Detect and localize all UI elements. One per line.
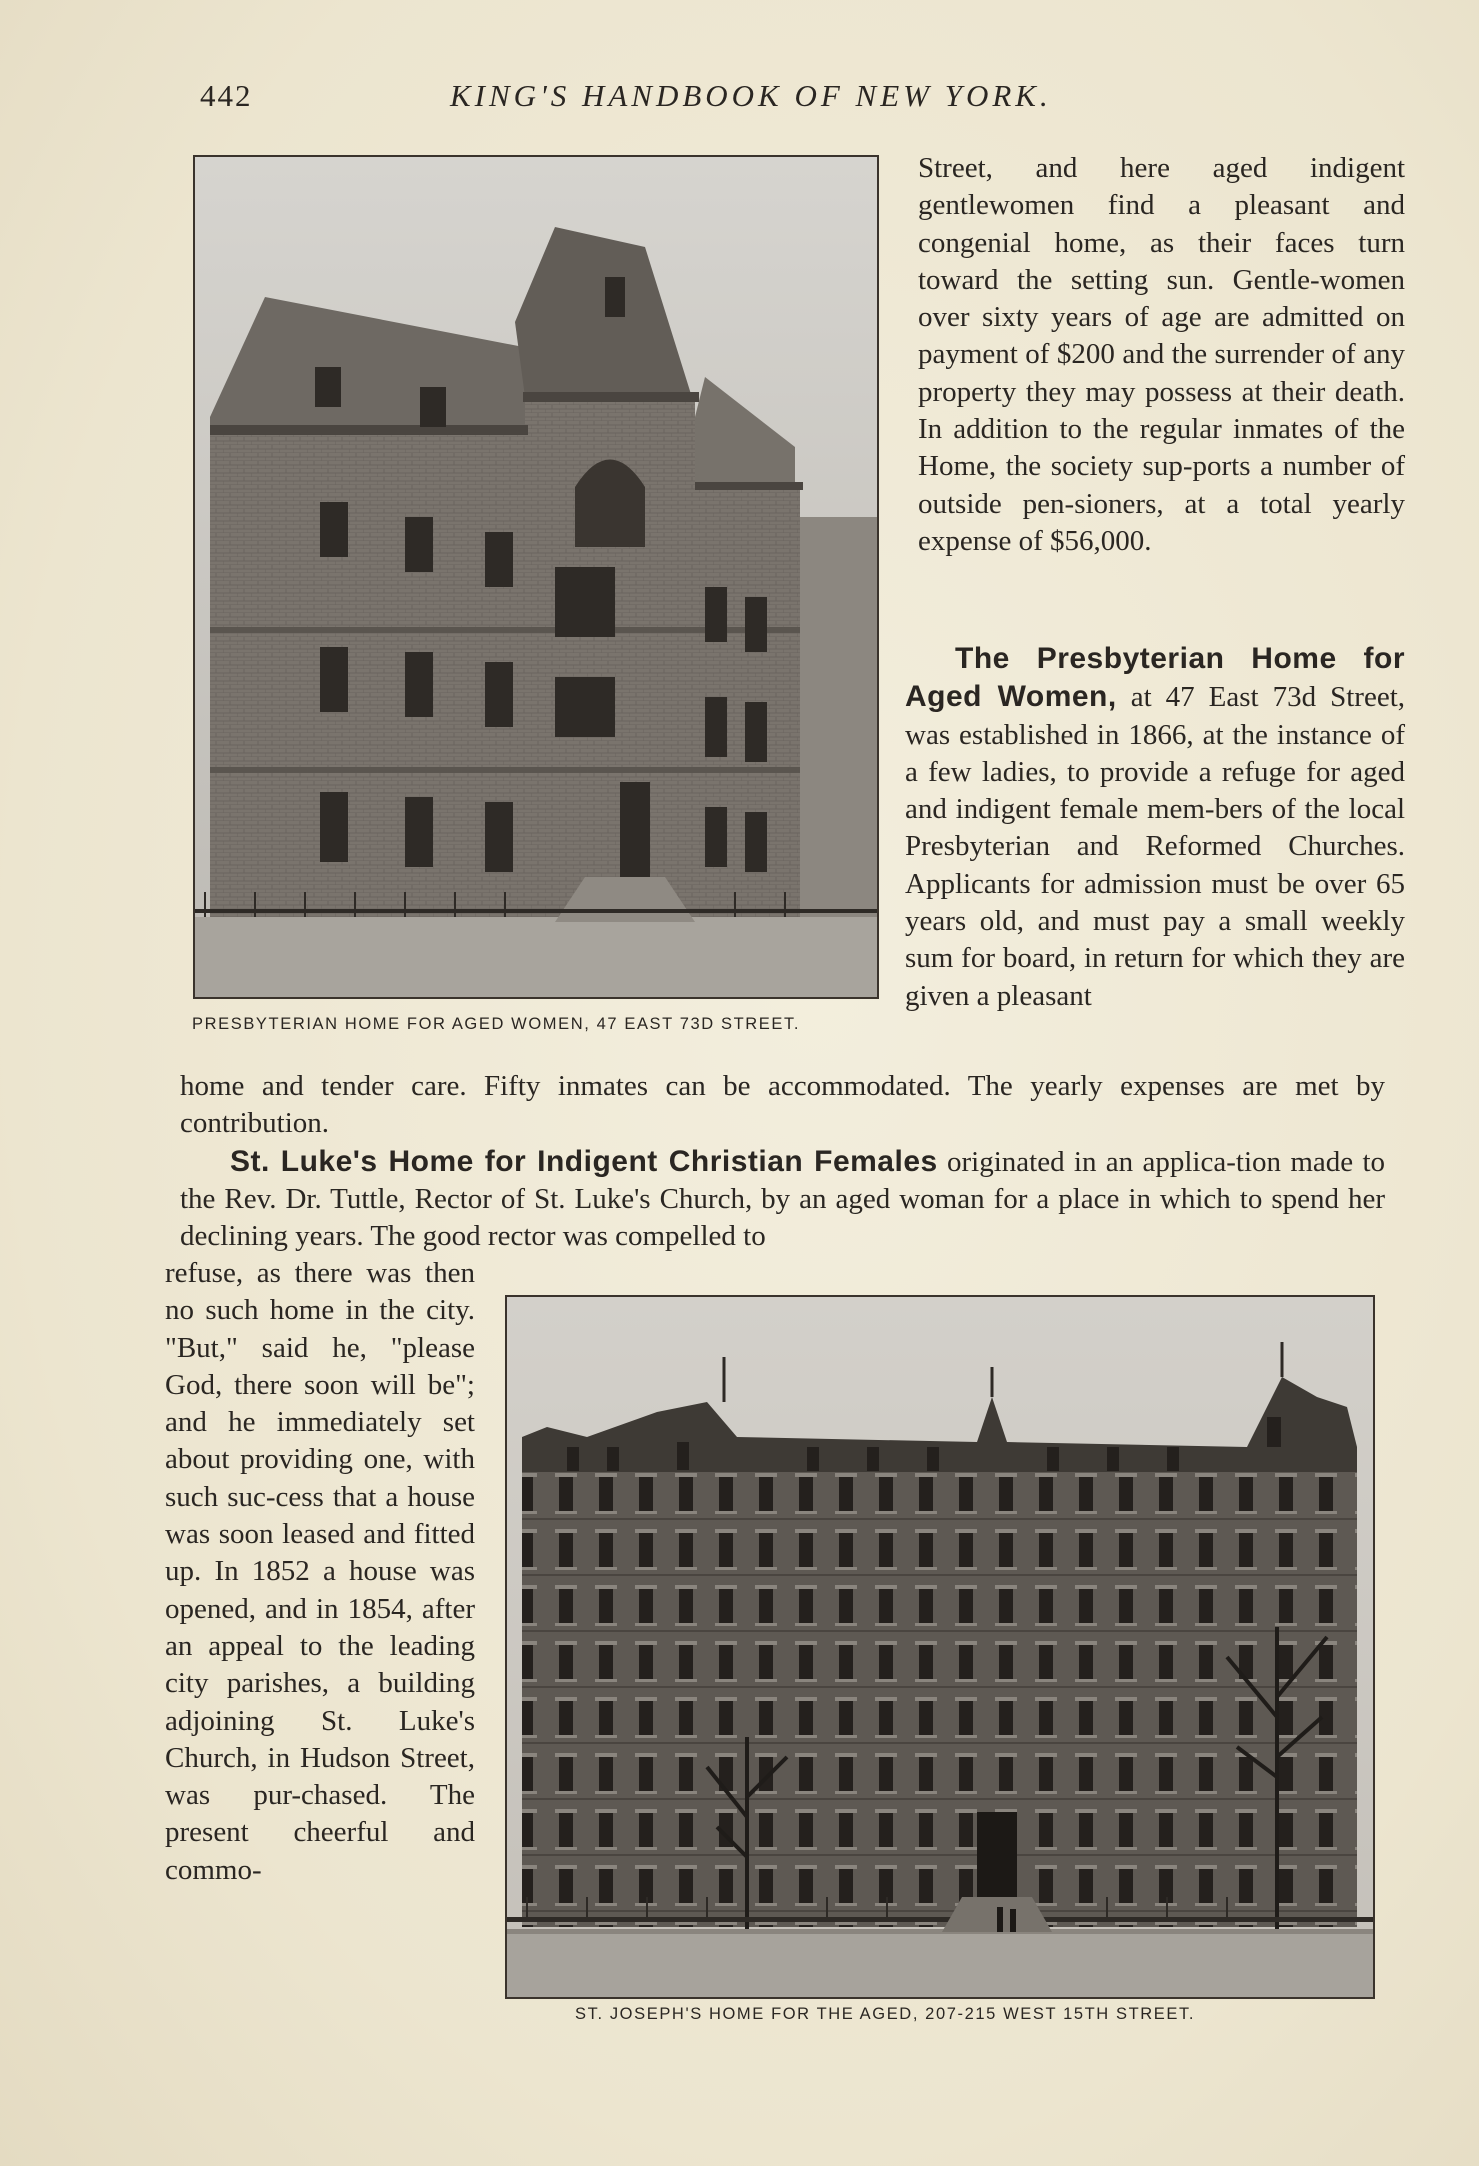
presbyterian-section <box>905 640 1405 1015</box>
running-title: KING'S HANDBOOK OF NEW YORK. <box>450 78 1052 113</box>
paragraph-presbyterian: The Presbyterian Home for Aged Women, at 47 East 73d Street, was established in 1866, at the instance of a few ladies, to provide a refuge for aged and indigent female mem-bers of the local Presbyterian and Reformed Churches. Applicants for admission must be over 65 years old, and must pay a small weekly sum for board, in return for which they are given a pleasant <box>905 642 1405 1012</box>
paragraph-presbyterian-end: home and tender care. Fifty inmates can be accommodated. The yearly expenses are met by contribution. <box>180 1070 1385 1140</box>
presbyterian-home-photo <box>193 155 879 999</box>
st-josephs-home-photo <box>505 1295 1375 1999</box>
st-lukes-heading: St. Luke's Home for Indigent Christian Females <box>230 1144 938 1178</box>
paragraph-st-lukes-cont: refuse, as there was then no such home in the city. "But," said he, "please God, there soon will be"; and he immediately set about providing one, with such suc-cess that a house was soon leased and fitted up. In 1852 a house was opened, and in 1854, after an appeal to the leading city parishes, a building adjoining St. Luke's Church, in Hudson Street, was pur-chased. The present cheerful and commo- <box>165 1257 475 1886</box>
presbyterian-heading: The Presbyterian Home for Aged Women, <box>905 642 1405 714</box>
st-josephs-home-caption: ST. JOSEPH'S HOME FOR THE AGED, 207-215 WEST 15TH STREET. <box>575 2005 1196 2023</box>
full-width-block <box>180 1068 1385 1255</box>
intro-continuation <box>918 150 1405 560</box>
paragraph-st-lukes: St. Luke's Home for Indigent Christian Females originated in an applica-tion made to the Rev. Dr. Tuttle, Rector of St. Luke's Church, by an aged woman for a place in which to spend her declining years. The good rector was compelled to <box>180 1144 1385 1253</box>
presbyterian-home-caption: PRESBYTERIAN HOME FOR AGED WOMEN, 47 EAST 73D STREET. <box>192 1015 801 1033</box>
st-lukes-continuation <box>165 1255 475 1889</box>
page-number: 442 <box>200 78 253 113</box>
paragraph-gentlewomen: Street, and here aged indigent gentlewomen find a pleasant and congenial home, as their faces turn toward the setting sun. Gentle-women over sixty years of age are admitted on payment of $200 and the surrender of any property they may possess at their death. In addition to the regular inmates of the Home, the society sup-ports a number of outside pen-sioners, at a total yearly expense of $56,000. <box>918 152 1405 557</box>
running-head <box>200 78 1200 118</box>
